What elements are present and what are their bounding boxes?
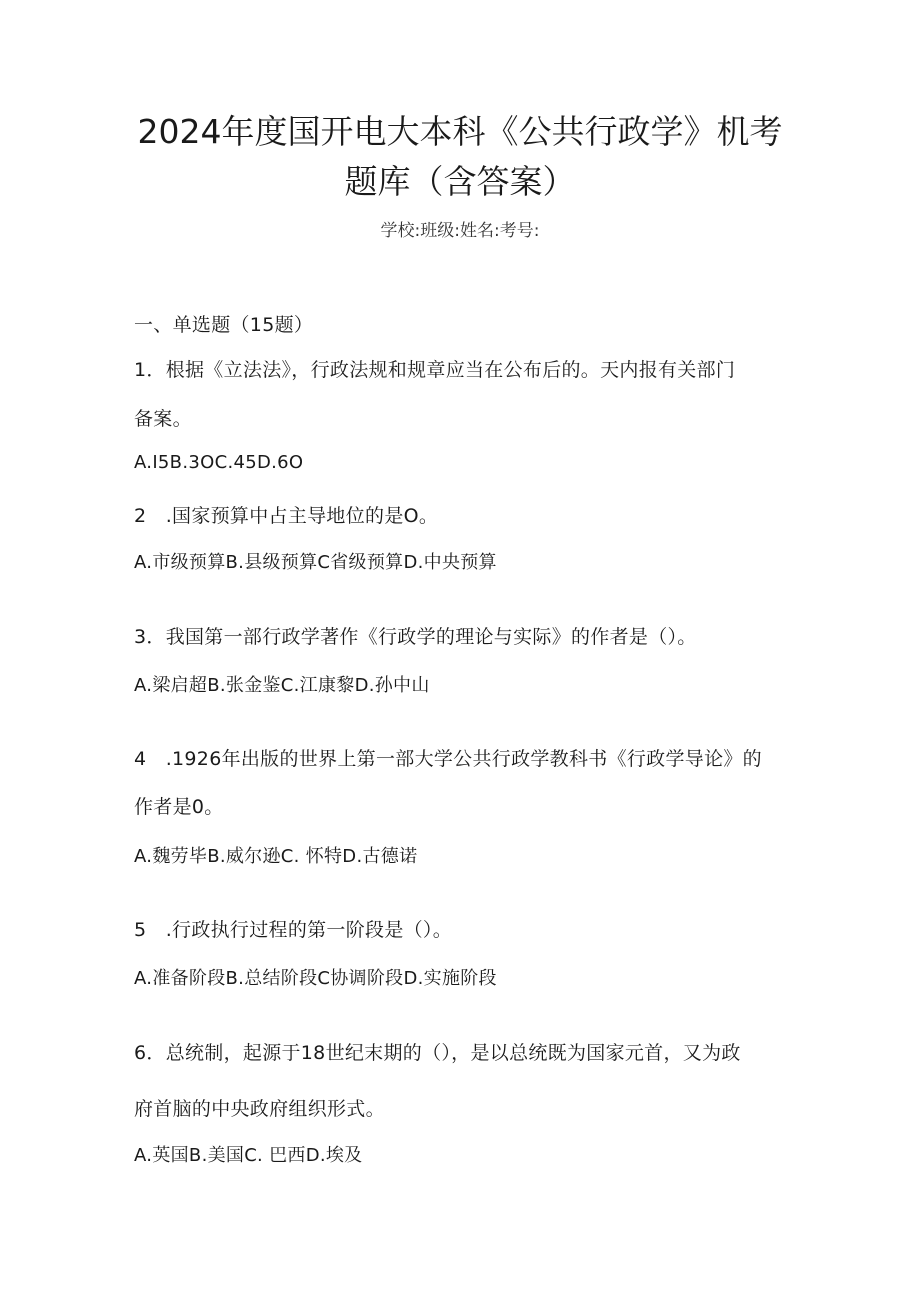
question-5-options: A.准备阶段B.总结阶段C协调阶段D.实施阶段: [134, 968, 497, 989]
document-title-line-1: 2024年度国开电大本科《公共行政学》机考: [137, 112, 783, 151]
question-1-stem-line-1: 1．根据《立法法》，行政法规和规章应当在公布后的。天内报有关部门: [134, 359, 736, 381]
question-6-stem-line-2: 府首脑的中央政府组织形式。: [134, 1098, 385, 1120]
question-3-stem-line-1: 3．我国第一部行政学著作《行政学的理论与实际》的作者是（）。: [134, 626, 697, 648]
question-1-options: A.I5B.3OC.45D.6O: [134, 452, 304, 473]
question-6-options: A.英国B.美国C. 巴西D.埃及: [134, 1145, 363, 1166]
section-heading: 一、单选题（15题）: [134, 314, 314, 336]
question-5-stem-line-1: 5 .行政执行过程的第一阶段是（）。: [134, 919, 453, 941]
question-2-options: A.市级预算B.县级预算C省级预算D.中央预算: [134, 552, 497, 573]
question-4-stem-line-1: 4 .1926年出版的世界上第一部大学公共行政学教科书《行政学导论》的: [134, 748, 762, 770]
question-6-stem-line-1: 6．总统制，起源于18世纪末期的（），是以总统既为国家元首，又为政: [134, 1042, 741, 1064]
document-title-line-2: 题库（含答案）: [344, 162, 576, 201]
question-4-options: A.魏劳毕B.威尔逊C. 怀特D.古德诺: [134, 846, 418, 867]
question-4-stem-line-2: 作者是0。: [134, 796, 224, 818]
question-1-stem-line-2: 备案。: [134, 408, 192, 430]
question-3-options: A.梁启超B.张金鉴C.江康黎D.孙中山: [134, 675, 430, 696]
student-info-line: 学校:班级:姓名:考号:: [380, 221, 540, 241]
question-2-stem-line-1: 2 .国家预算中占主导地位的是O。: [134, 505, 439, 527]
